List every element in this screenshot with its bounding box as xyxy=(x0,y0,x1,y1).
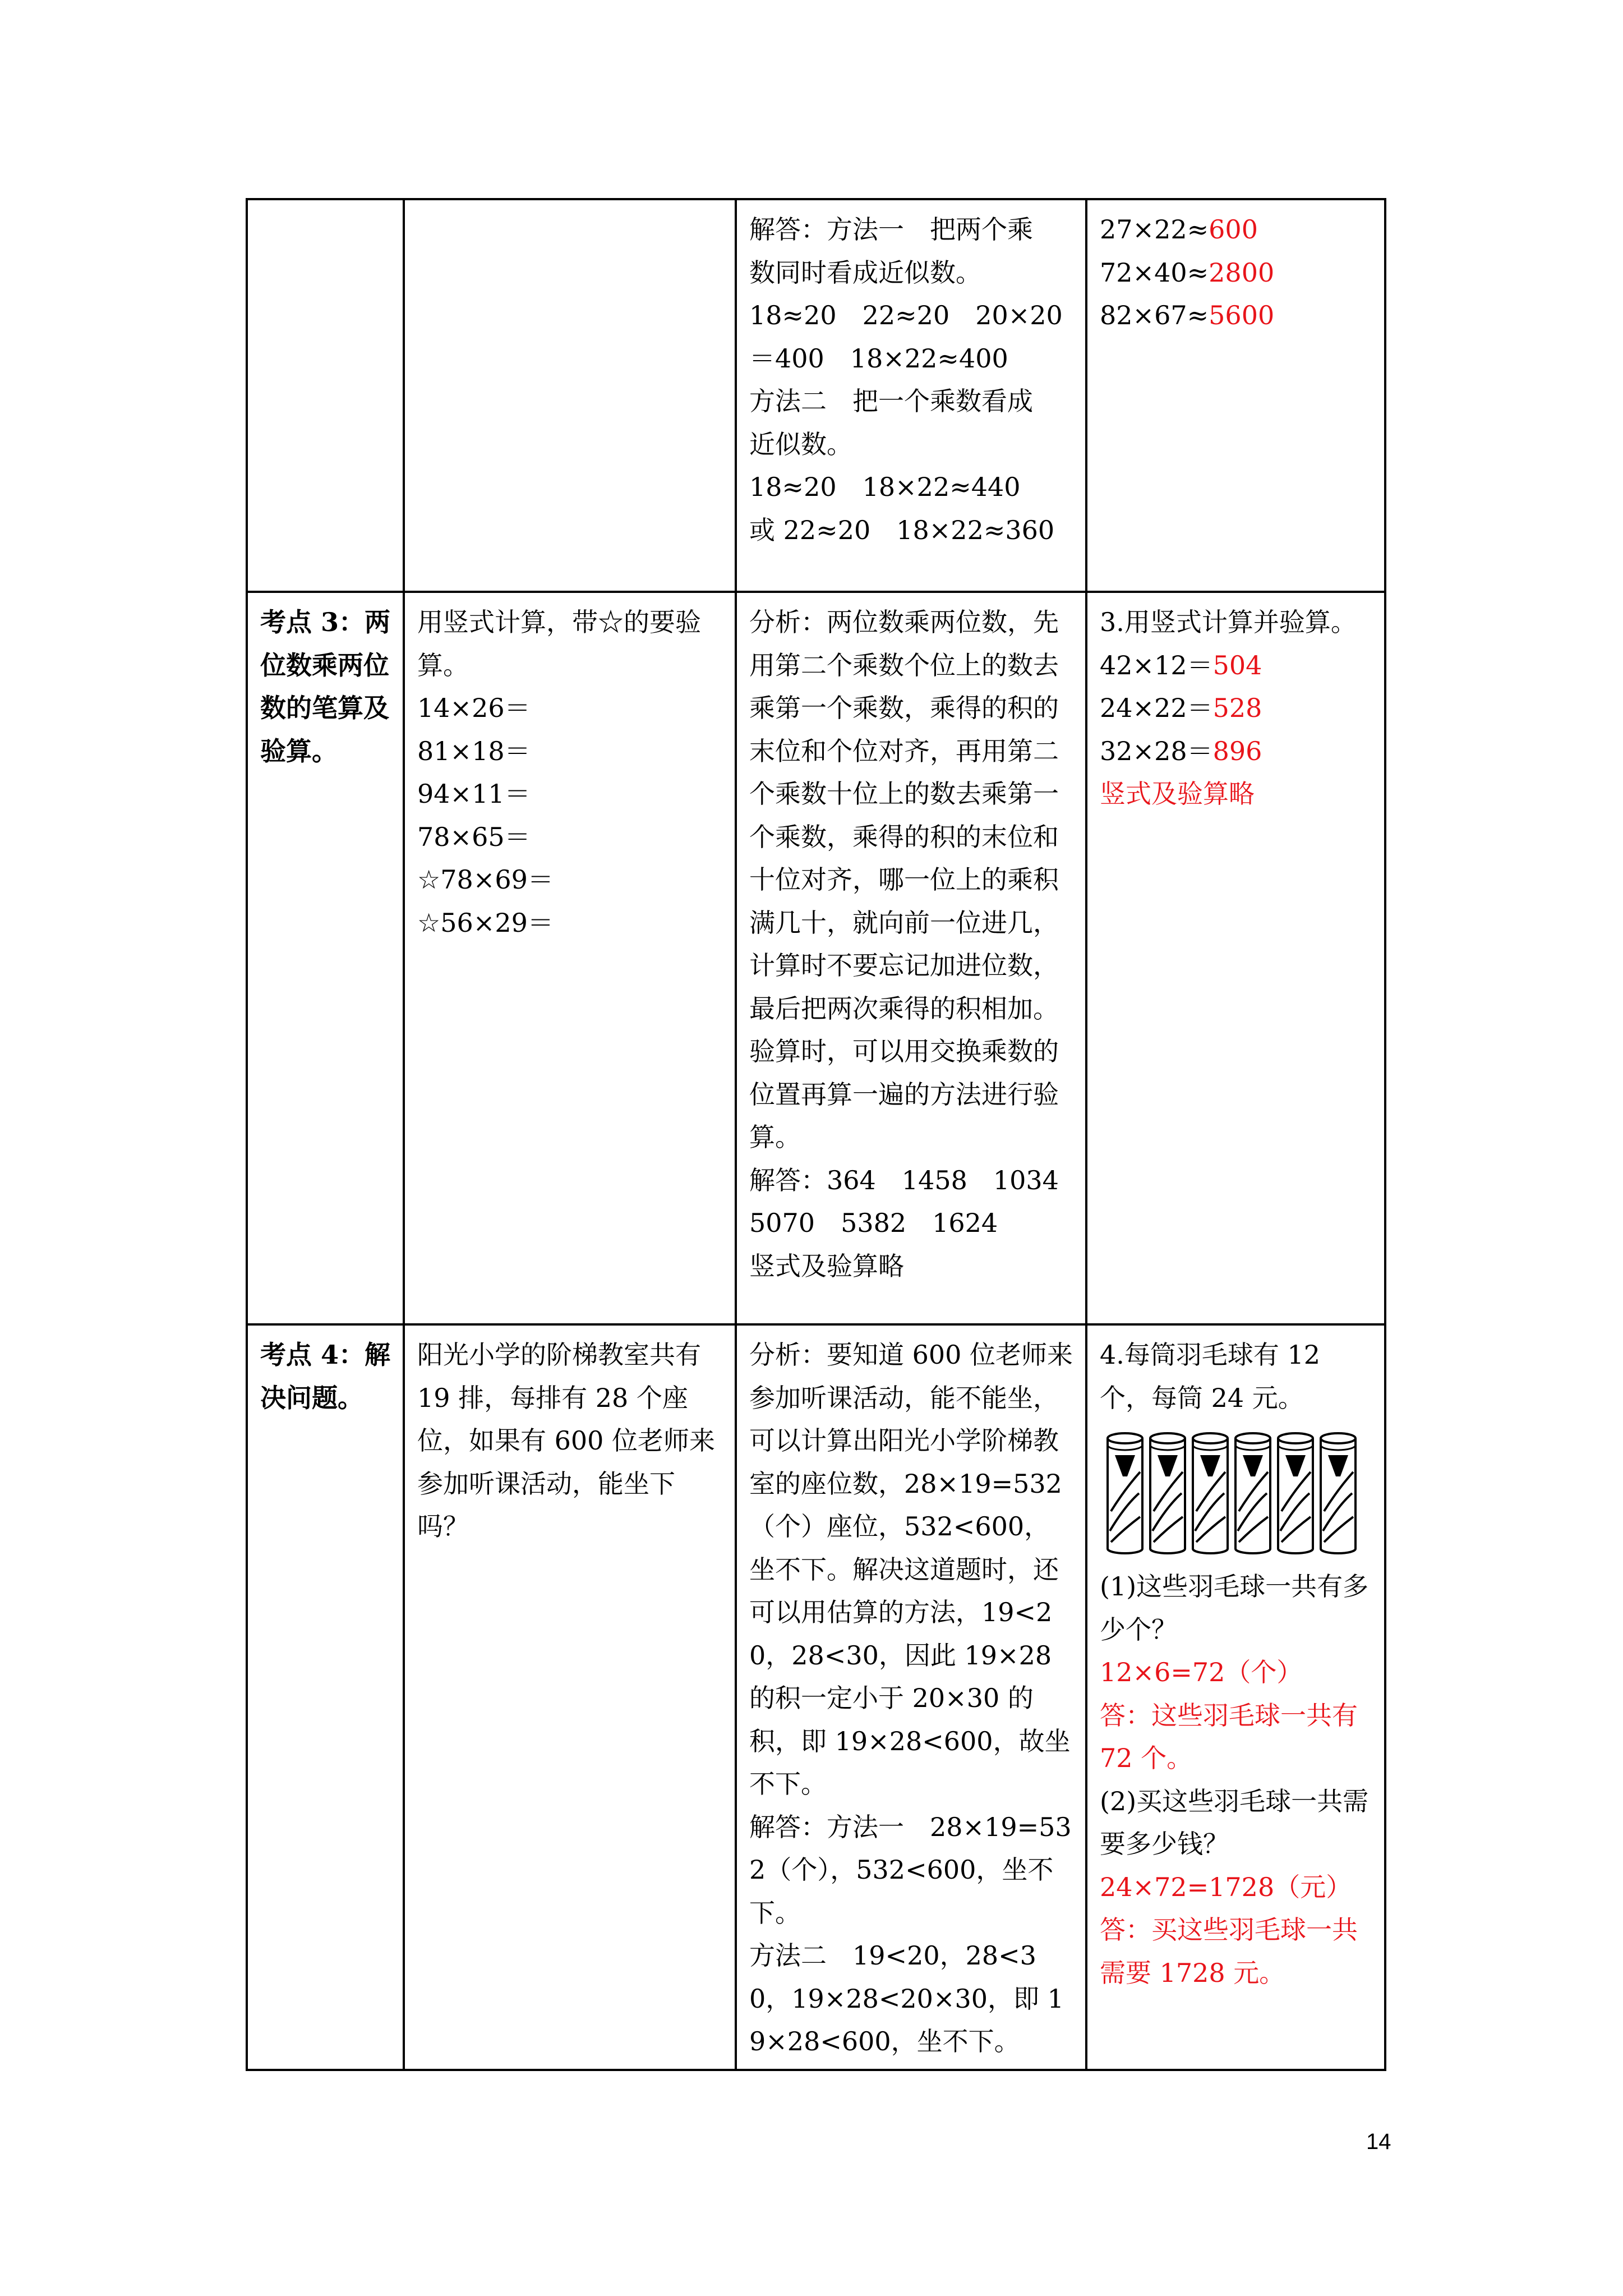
solution-cell xyxy=(736,199,1086,592)
solution-line: 或 22≈20 18×22≈360 xyxy=(749,514,1055,545)
example-line: ☆78×69＝ xyxy=(417,864,554,895)
solution-line: 分析：要知道 600 位老师来参加听课活动，能不能坐，可以计算出阳光小学阶梯教室的座位数，28×19=532（个）座位，532<600，坐不下。解决这道题时，还可以用估算的方法，19<20，28<30，因此 19×28 的积一定小于 20×30 的积，即 19×28<600，故坐不下。 xyxy=(749,1340,1073,1799)
exercise-answer: 528 xyxy=(1212,693,1262,723)
topic-cell xyxy=(247,1324,404,2070)
solution-line: 分析：两位数乘两位数，先用第二个乘数个位上的数去乘第一个乘数，乘得的积的末位和个位对齐，再用第二个乘数十位上的数去乘第一个乘数，乘得的积的末位和十位对齐，哪一位上的乘积满几十，就向前一位进几，计算时不要忘记加进位数，最后把两次乘得的积相加。验算时，可以用交换乘数的位置再算一遍的方法进行验算。 xyxy=(749,607,1059,1152)
solution-line: 18≈20 22≈20 20×20 xyxy=(749,300,1063,330)
topic-title: 考点 3：两位数乘两位数的笔算及验算。 xyxy=(260,607,391,766)
exercise-answer: 答：这些羽毛球一共有 72 个。 xyxy=(1100,1700,1358,1773)
exercise-problem: 4.每筒羽毛球有 12 个，每筒 24 元。 xyxy=(1100,1340,1321,1413)
solution-line: 数同时看成近似数。 xyxy=(749,257,981,288)
exercise-cell xyxy=(1086,199,1385,592)
exercise-line xyxy=(1100,644,1374,687)
exercise-line xyxy=(1100,687,1374,730)
shuttlecock-tube xyxy=(1193,1433,1228,1553)
exercise-answer: 12×6=72（个） xyxy=(1100,1657,1303,1687)
exercise-question: 24×22＝ xyxy=(1100,693,1213,723)
exercise-answer: 896 xyxy=(1212,735,1262,766)
shuttlecock-tube xyxy=(1278,1433,1313,1553)
example-line: ☆56×29＝ xyxy=(417,907,554,938)
example-line: 14×26＝ xyxy=(417,693,531,723)
exercise-line xyxy=(1100,294,1374,337)
shuttlecock-tube xyxy=(1321,1433,1355,1553)
exercise-answer: 600 xyxy=(1209,214,1258,245)
exercise-answer: 504 xyxy=(1212,650,1262,680)
exercise-answer: 2800 xyxy=(1209,257,1275,288)
example-line: 78×65＝ xyxy=(417,821,531,852)
exercise-answer: 24×72=1728（元） xyxy=(1100,1871,1352,1902)
solution-line: 解答：方法一 把两个乘 xyxy=(749,214,1033,245)
solution-line: 解答：364 1458 1034 xyxy=(749,1165,1059,1195)
exercise-question: (2)买这些羽毛球一共需要多少钱？ xyxy=(1100,1786,1369,1859)
exercise-answer: 答：买这些羽毛球一共需要 1728 元。 xyxy=(1100,1915,1358,1988)
exercise-question: 82×67≈ xyxy=(1100,300,1209,330)
exercise-question: 27×22≈ xyxy=(1100,214,1209,245)
exercise-line xyxy=(1100,251,1374,295)
exercise-cell xyxy=(1086,1324,1385,2070)
exercise-question: (1)这些羽毛球一共有多少个？ xyxy=(1100,1571,1369,1645)
solution-line: 方法二 19<20，28<30，19×28<20×30，即 19×28<600，坐不下。 xyxy=(749,1940,1064,2056)
exercise-answer: 5600 xyxy=(1209,300,1275,330)
example-line: 81×18＝ xyxy=(417,735,531,766)
solution-line: 竖式及验算略 xyxy=(749,1250,904,1281)
solution-line: 5070 5382 1624 xyxy=(749,1208,998,1238)
example-line: 阳光小学的阶梯教室共有 19 排，每排有 28 个座位，如果有 600 位老师来参加听课活动，能坐下吗？ xyxy=(417,1340,716,1542)
solution-line: ＝400 18×22≈400 xyxy=(749,343,1008,374)
exercise-title: 3.用竖式计算并验算。 xyxy=(1100,607,1357,637)
solution-line: 方法二 把一个乘数看成 xyxy=(749,386,1033,416)
topic-title: 考点 4：解决问题。 xyxy=(260,1340,391,1413)
table-row xyxy=(247,1324,1385,2070)
table-row xyxy=(247,592,1385,1324)
topic-cell xyxy=(247,199,404,592)
example-cell xyxy=(404,592,736,1324)
exercise-question: 42×12＝ xyxy=(1100,650,1213,680)
solution-line: 近似数。 xyxy=(749,429,852,459)
exercise-note: 竖式及验算略 xyxy=(1100,779,1255,809)
solution-cell xyxy=(736,592,1086,1324)
lesson-table xyxy=(246,198,1386,2071)
shuttlecock-tube xyxy=(1108,1433,1142,1553)
example-cell xyxy=(404,199,736,592)
example-line: 用竖式计算，带☆的要验算。 xyxy=(417,607,701,680)
table-row xyxy=(247,199,1385,592)
solution-line: 解答：方法一 28×19=532（个），532<600，坐不下。 xyxy=(749,1811,1072,1928)
exercise-line xyxy=(1100,730,1374,773)
exercise-cell xyxy=(1086,592,1385,1324)
shuttlecock-tube xyxy=(1150,1433,1185,1553)
exercise-question: 32×28＝ xyxy=(1100,735,1213,766)
example-cell xyxy=(404,1324,736,2070)
solution-cell xyxy=(736,1324,1086,2070)
exercise-line xyxy=(1100,208,1374,251)
shuttlecock-tube xyxy=(1235,1433,1270,1553)
exercise-question: 72×40≈ xyxy=(1100,257,1209,288)
topic-cell xyxy=(247,592,404,1324)
solution-line: 18≈20 18×22≈440 xyxy=(749,472,1021,502)
example-line: 94×11＝ xyxy=(417,779,531,809)
page-number: 14 xyxy=(1366,2129,1391,2154)
shuttlecock-tubes-image xyxy=(1102,1427,1366,1562)
